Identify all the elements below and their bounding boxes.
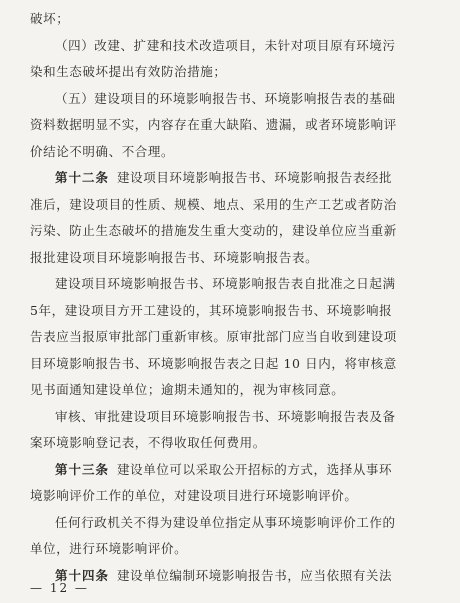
line-text: 建设单位可以采取公开招标的方式，选择从事环 xyxy=(117,461,393,477)
text-line xyxy=(30,218,430,245)
line-text: 目环境影响报告书、环境影响报告表之日起 10 日内，将审核意 xyxy=(30,355,397,371)
line-text: （四）改建、扩建和技术改造项目，未针对项目原有环境污 xyxy=(55,37,396,53)
text-line xyxy=(30,483,430,510)
line-text: （五）建设项目的环境影响报告书、环境影响报告表的基础 xyxy=(55,90,396,106)
line-text: 告表应当报原审批部门重新审核。原审批部门应当自收到建设项 xyxy=(30,329,397,344)
line-text: 资料数据明显不实，内容存在重大缺陷、遗漏，或者环境影响评 xyxy=(30,117,397,132)
text-line xyxy=(30,271,430,298)
text-line xyxy=(30,563,430,590)
text-line xyxy=(30,112,430,139)
line-text: 价结论不明确、不合理。 xyxy=(30,143,175,159)
text-line xyxy=(30,59,430,86)
text-line xyxy=(30,33,430,60)
text-line xyxy=(30,298,430,325)
line-text: 5年，建设项目方开工建设的，其环境影响报告书、环境影响报 xyxy=(30,302,393,318)
line-text: 建设项目环境影响报告书、环境影响报告表自批准之日起满 xyxy=(55,276,396,291)
text-line xyxy=(30,351,430,378)
text-line xyxy=(30,139,430,166)
text-line xyxy=(30,404,430,431)
text-line xyxy=(30,510,430,537)
line-text: 建设单位编制环境影响报告书，应当依照有关法 xyxy=(117,567,393,583)
text-line xyxy=(30,6,430,33)
line-text: 建设项目环境影响报告书、环境影响报告表经批 xyxy=(117,170,393,185)
text-line xyxy=(30,457,430,484)
body-text xyxy=(30,6,430,589)
line-text: 境影响评价工作的单位，对建设项目进行环境影响评价。 xyxy=(30,488,358,503)
line-text: 破坏； xyxy=(30,11,70,26)
line-text: 污染、防止生态破坏的措施发生重大变动的，建设单位应当重新 xyxy=(30,223,397,238)
line-text: 案环境影响登记表，不得收取任何费用。 xyxy=(30,435,266,450)
line-text: 染和生态破坏提出有效防治措施； xyxy=(30,64,227,79)
line-text: 单位，进行环境影响评价。 xyxy=(30,541,188,556)
line-text: 审核、审批建设项目环境影响报告书、环境影响报告表及备 xyxy=(55,408,396,424)
line-text: 见书面通知建设单位；逾期未通知的，视为审核同意。 xyxy=(30,382,345,397)
text-line xyxy=(30,430,430,457)
line-text: 准后，建设项目的性质、规模、地点、采用的生产工艺或者防治 xyxy=(30,196,397,212)
text-line xyxy=(30,245,430,272)
text-line xyxy=(30,165,430,192)
article-heading: 第十二条 xyxy=(55,170,110,185)
line-text: 任何行政机关不得为建设单位指定从事环境影响评价工作的 xyxy=(55,514,396,530)
article-heading: 第十四条 xyxy=(55,567,110,583)
text-line xyxy=(30,377,430,404)
article-heading: 第十三条 xyxy=(55,461,110,477)
text-line xyxy=(30,324,430,351)
line-text: 报批建设项目环境影响报告书、环境影响报告表。 xyxy=(30,249,319,265)
text-line xyxy=(30,86,430,113)
text-line xyxy=(30,192,430,219)
text-line xyxy=(30,536,430,563)
page-number: — 12 — xyxy=(30,581,89,595)
